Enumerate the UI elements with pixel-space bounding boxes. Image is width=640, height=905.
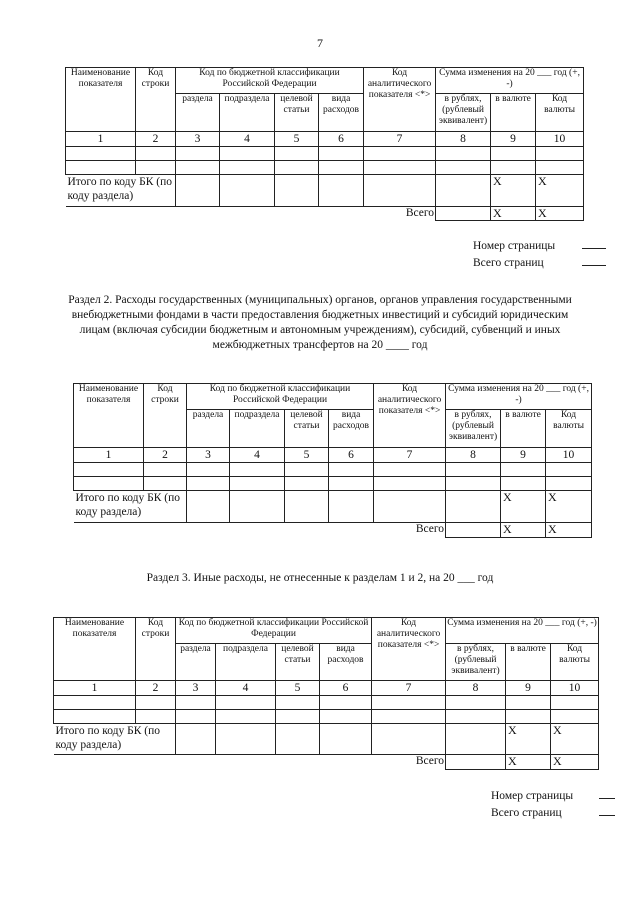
col-number: 10 [546, 448, 592, 463]
pages-total-label: Всего страниц [473, 257, 544, 269]
pages-total-blank [599, 814, 615, 816]
col-number: 7 [372, 681, 446, 696]
table-section1 [65, 67, 584, 221]
header-expense-type: вида расходов [319, 94, 364, 132]
section2-title: Раздел 2. Расходы государственных (муниципальных) органов, органов управления государственными внебюджетными фондами в части предоставления бюджетных инвестиций и субсидий юридическим лицам (включая субсидии бюджетным и автономным учреждениям), субсидий, субвенций и иных межбюджетных трансфертов на 20 ____ год [68, 294, 572, 351]
table-row [54, 710, 599, 724]
header-sum-group: Сумма изменения на 20 ___ год (+, -) [446, 618, 599, 644]
total-bk-label: Итого по коду БК (по коду раздела) [54, 724, 176, 755]
header-currency-code: Код валюты [536, 94, 584, 132]
x-mark: X [501, 523, 546, 538]
col-number: 6 [329, 448, 374, 463]
col-number: 5 [275, 132, 319, 147]
table-row [74, 477, 592, 491]
col-number: 3 [176, 681, 216, 696]
col-number: 4 [220, 132, 275, 147]
x-mark: X [546, 523, 592, 538]
header-bk-group: Код по бюджетной классификации Российской Федерации [176, 68, 364, 94]
grand-total-label: Всего [66, 207, 436, 221]
col-number: 2 [144, 448, 187, 463]
col-number: 10 [536, 132, 584, 147]
col-number: 8 [446, 681, 506, 696]
x-mark: X [506, 755, 551, 770]
x-mark: X [501, 491, 546, 523]
col-number: 1 [54, 681, 136, 696]
grand-total-label: Всего [74, 523, 446, 538]
header-target: целевой статьи [285, 410, 329, 448]
header-rubles: в рублях, (рублевый эквивалент) [446, 410, 501, 448]
col-number: 1 [66, 132, 136, 147]
col-number: 2 [136, 132, 176, 147]
header-sum-group: Сумма изменения на 20 ___ год (+, -) [446, 384, 592, 410]
header-currency-code: Код валюты [551, 644, 599, 681]
header-currency: в валюте [501, 410, 546, 448]
x-mark: X [536, 175, 584, 207]
page-number-label: Номер страницы [491, 790, 574, 802]
col-number: 9 [506, 681, 551, 696]
page-number-label: Номер страницы [473, 240, 556, 252]
pages-total-blank [582, 264, 606, 266]
x-mark: X [551, 724, 599, 755]
col-number: 3 [176, 132, 220, 147]
header-bk-group: Код по бюджетной классификации Российской Федерации [187, 384, 374, 410]
page-number-blank [599, 797, 615, 799]
x-mark: X [491, 175, 536, 207]
x-mark: X [536, 207, 584, 221]
header-subsection: подраздела [230, 410, 285, 448]
header-code-row: Код строки [136, 68, 176, 132]
header-currency: в валюте [491, 94, 536, 132]
header-section: раздела [176, 644, 216, 681]
header-name: Наименование показателя [54, 618, 136, 681]
col-number: 8 [446, 448, 501, 463]
col-number: 9 [491, 132, 536, 147]
x-mark: X [551, 755, 599, 770]
total-bk-label: Итого по коду БК (по коду раздела) [66, 175, 176, 207]
header-section: раздела [176, 94, 220, 132]
x-mark: X [491, 207, 536, 221]
page-meta-1 [473, 238, 606, 272]
header-code-row: Код строки [144, 384, 187, 448]
header-code-row: Код строки [136, 618, 176, 681]
x-mark: X [546, 491, 592, 523]
header-bk-group: Код по бюджетной классификации Российской Федерации [176, 618, 372, 644]
table-row [54, 696, 599, 710]
header-currency-code: Код валюты [546, 410, 592, 448]
header-rubles: в рублях, (рублевый эквивалент) [436, 94, 491, 132]
header-rubles: в рублях, (рублевый эквивалент) [446, 644, 506, 681]
col-number: 10 [551, 681, 599, 696]
col-number: 6 [319, 132, 364, 147]
col-number: 5 [285, 448, 329, 463]
col-number: 2 [136, 681, 176, 696]
pages-total-label: Всего страниц [491, 807, 562, 819]
header-subsection: подраздела [216, 644, 276, 681]
page-meta-3 [491, 788, 615, 822]
table-section2 [73, 383, 592, 538]
header-currency: в валюте [506, 644, 551, 681]
section3-title: Раздел 3. Иные расходы, не отнесенные к разделам 1 и 2, на 20 ___ год [146, 572, 494, 584]
page-number-blank [582, 247, 606, 249]
grand-total-label: Всего [54, 755, 446, 770]
header-sum-group: Сумма изменения на 20 ___ год (+, -) [436, 68, 584, 94]
header-analytic: Код аналитического показателя <*> [374, 384, 446, 448]
col-number: 6 [320, 681, 372, 696]
table-row [66, 161, 584, 175]
header-target: целевой статьи [276, 644, 320, 681]
total-bk-label: Итого по коду БК (по коду раздела) [74, 491, 187, 523]
col-number: 5 [276, 681, 320, 696]
header-analytic: Код аналитического показателя <*> [364, 68, 436, 132]
col-number: 4 [230, 448, 285, 463]
col-number: 3 [187, 448, 230, 463]
header-target: целевой статьи [275, 94, 319, 132]
col-number: 9 [501, 448, 546, 463]
col-number: 7 [364, 132, 436, 147]
table-row [74, 463, 592, 477]
page-number: 7 [317, 36, 323, 50]
header-analytic: Код аналитического показателя <*> [372, 618, 446, 681]
table-section3 [53, 617, 599, 770]
header-name: Наименование показателя [66, 68, 136, 132]
table-row [66, 147, 584, 161]
col-number: 1 [74, 448, 144, 463]
header-section: раздела [187, 410, 230, 448]
col-number: 8 [436, 132, 491, 147]
x-mark: X [506, 724, 551, 755]
header-name: Наименование показателя [74, 384, 144, 448]
header-expense-type: вида расходов [320, 644, 372, 681]
header-expense-type: вида расходов [329, 410, 374, 448]
col-number: 4 [216, 681, 276, 696]
col-number: 7 [374, 448, 446, 463]
header-subsection: подраздела [220, 94, 275, 132]
